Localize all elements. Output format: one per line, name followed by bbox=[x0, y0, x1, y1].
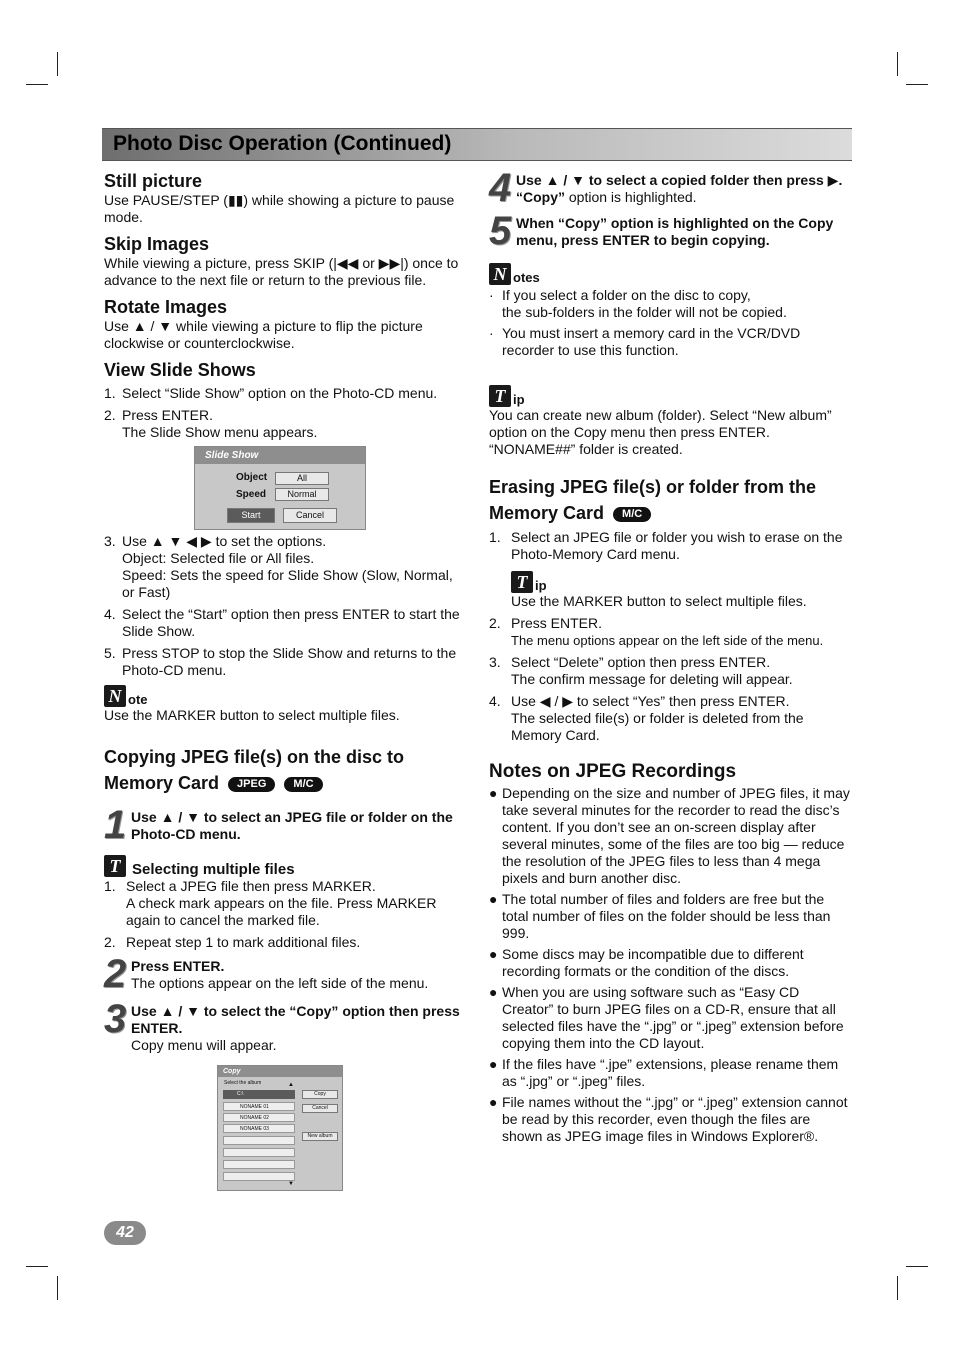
heading-erasing: Erasing JPEG file(s) or folder from the Memory Card M/C bbox=[489, 477, 817, 523]
osd-speed-label: Speed bbox=[236, 489, 267, 500]
list-item: ● The total number of files and folders are free but the total number of files on the folder should be less than 999. bbox=[489, 891, 831, 941]
slide-show-steps-a bbox=[104, 385, 469, 441]
jpeg-badge: JPEG bbox=[228, 777, 275, 792]
tip-header bbox=[489, 385, 853, 407]
list-item: 2. Press ENTER. The Slide Show menu appears. bbox=[104, 407, 318, 440]
crop-mark bbox=[26, 1266, 48, 1267]
erasing-tip bbox=[489, 571, 853, 610]
erasing-steps-more bbox=[489, 615, 853, 744]
rotate-images-section bbox=[104, 296, 469, 352]
jpeg-notes-list bbox=[489, 785, 853, 1145]
copy-menu-screen bbox=[217, 1065, 343, 1191]
tip-label: Selecting multiple files bbox=[132, 861, 295, 878]
notes-icon: N bbox=[489, 263, 511, 285]
cancel-button[interactable]: Cancel bbox=[302, 1104, 338, 1113]
copying-section bbox=[104, 744, 469, 1191]
list-item: 1. Select a JPEG file then press MARKER. A check mark appears on the file. Press MARKER again to cancel the marked file. bbox=[104, 878, 437, 928]
list-item: ● If the files have “.jpe” extensions, please rename them as “.jpg” or “.jpeg” files. bbox=[489, 1056, 839, 1089]
osd-row-empty bbox=[223, 1136, 295, 1145]
crop-mark bbox=[897, 1276, 898, 1300]
note-text: Use the MARKER button to select multiple files. bbox=[104, 707, 400, 723]
skip-images-section bbox=[104, 233, 469, 289]
slide-show-menu-screen bbox=[194, 446, 366, 530]
mc-badge: M/C bbox=[284, 777, 322, 792]
notes-label: otes bbox=[513, 270, 540, 285]
heading-rotate-images: Rotate Images bbox=[104, 297, 228, 317]
tip-icon: T bbox=[511, 571, 533, 593]
tip-header bbox=[511, 571, 853, 593]
copy-step-3: 3 Use ▲ / ▼ to select the “Copy” option then press ENTER. Copy menu will appear. bbox=[104, 997, 460, 1053]
skip-images-text: While viewing a picture, press SKIP (|◀◀ or ▶▶|) once to advance to the next file or return to the previous file. bbox=[104, 255, 459, 288]
copy-step-1: 1 Use ▲ / ▼ to select an JPEG file or folder on the Photo-CD menu. bbox=[104, 803, 453, 847]
tip-text: Use the MARKER button to select multiple files. bbox=[511, 593, 807, 609]
heading-skip-images: Skip Images bbox=[104, 234, 210, 254]
new-album-button[interactable]: New album bbox=[302, 1132, 338, 1141]
list-item: ● When you are using software such as “Easy CD Creator” to burn JPEG files on a CD-R, ensure that all selected files have the “.jpg” or “.jpeg” extension before copying them into the CD layout. bbox=[489, 984, 844, 1051]
copy-button[interactable]: Copy bbox=[302, 1090, 338, 1099]
notes-header bbox=[489, 263, 853, 285]
list-item: 1. Select “Slide Show” option on the Photo-CD menu. bbox=[104, 385, 438, 401]
step-number: 4 bbox=[489, 166, 510, 210]
left-column bbox=[104, 170, 469, 1191]
osd-header: Slide Show bbox=[195, 447, 365, 464]
step-number: 5 bbox=[489, 209, 510, 253]
crop-mark bbox=[26, 84, 48, 85]
list-item: 1. Select an JPEG file or folder you wish to erase on the Photo-Memory Card menu. bbox=[489, 529, 843, 562]
list-item: 3. Use ▲ ▼ ◀ ▶ to set the options. Object: Selected file or All files. Speed: Sets the speed for Slide Show (Slow, Normal, or Fast) bbox=[104, 533, 453, 600]
step-number: 1 bbox=[104, 803, 125, 847]
list-item: 2. Press ENTER. The menu options appear on the left side of the menu. bbox=[489, 615, 824, 648]
list-item: 5. Press STOP to stop the Slide Show and returns to the Photo-CD menu. bbox=[104, 645, 457, 678]
erasing-section bbox=[489, 474, 853, 744]
crop-mark bbox=[897, 52, 898, 76]
copy-step-2: 2 Press ENTER. The options appear on the left side of the menu. bbox=[104, 952, 429, 996]
osd-select-label: Select the album bbox=[224, 1080, 262, 1086]
tip-label: ip bbox=[535, 578, 547, 593]
osd-row[interactable]: NONAME 01 bbox=[223, 1102, 295, 1111]
page-title: Photo Disc Operation (Continued) bbox=[113, 132, 452, 155]
crop-mark bbox=[57, 1276, 58, 1300]
list-item: · If you select a folder on the disc to copy, the sub-folders in the folder will not be copied. bbox=[489, 287, 787, 320]
slide-show-section bbox=[104, 359, 469, 724]
scroll-up-icon[interactable]: ▲ bbox=[288, 1082, 294, 1088]
list-item: 2. Repeat step 1 to mark additional files. bbox=[104, 934, 361, 950]
start-button[interactable]: Start bbox=[227, 508, 275, 523]
still-picture-section bbox=[104, 170, 469, 226]
erasing-steps bbox=[489, 529, 853, 563]
copy-step-5: 5 When “Copy” option is highlighted on the Copy menu, press ENTER to begin copying. bbox=[489, 209, 834, 253]
slide-show-steps-b bbox=[104, 533, 469, 679]
step-number: 3 bbox=[104, 997, 125, 1041]
tip-label: ip bbox=[513, 392, 525, 407]
jpeg-notes-section bbox=[489, 761, 853, 1145]
page-number: 42 bbox=[104, 1221, 146, 1245]
osd-row[interactable]: C:\ bbox=[223, 1090, 295, 1099]
scroll-down-icon[interactable]: ▼ bbox=[288, 1181, 294, 1187]
osd-row[interactable]: NONAME 03 bbox=[223, 1124, 295, 1133]
tip-icon: T bbox=[104, 855, 126, 877]
mc-badge: M/C bbox=[613, 507, 651, 522]
copy-step-4: 4 Use ▲ / ▼ to select a copied folder then press ▶. “Copy” option is highlighted. bbox=[489, 172, 853, 206]
note-label: ote bbox=[128, 692, 148, 707]
heading-notes-on-jpeg: Notes on JPEG Recordings bbox=[489, 761, 737, 782]
osd-row-empty bbox=[223, 1160, 295, 1169]
right-column bbox=[489, 166, 853, 1149]
object-value-field[interactable]: All bbox=[275, 472, 329, 485]
osd-row[interactable]: NONAME 02 bbox=[223, 1113, 295, 1122]
speed-value-field[interactable]: Normal bbox=[275, 488, 329, 501]
tip-steps bbox=[104, 878, 469, 951]
tip-header bbox=[104, 855, 469, 877]
note-icon: N bbox=[104, 685, 126, 707]
step-number: 2 bbox=[104, 952, 125, 996]
heading-still-picture: Still picture bbox=[104, 171, 203, 191]
crop-mark bbox=[906, 84, 928, 85]
list-item: 4. Select the “Start” option then press ENTER to start the Slide Show. bbox=[104, 606, 460, 639]
list-item: ● Some discs may be incompatible due to different recording formats or the condition of the discs. bbox=[489, 946, 804, 979]
osd-row-empty bbox=[223, 1148, 295, 1157]
tip-text: You can create new album (folder). Select “New album” option on the Copy menu then press ENTER. “NONAME##” folder is created. bbox=[489, 407, 832, 457]
rotate-images-text: Use ▲ / ▼ while viewing a picture to flip the picture clockwise or counterclockwise. bbox=[104, 318, 423, 351]
crop-mark bbox=[906, 1266, 928, 1267]
osd-header: Copy bbox=[218, 1066, 342, 1077]
list-item: ● File names without the “.jpg” or “.jpeg” extension cannot be read by this recorder, even though the files are shown as JPEG image files in Windows Explorer®. bbox=[489, 1094, 848, 1144]
heading-copying: Copying JPEG file(s) on the disc to Memory Card JPEG M/C bbox=[104, 747, 405, 793]
note-header bbox=[104, 685, 469, 707]
step4-detail: “Copy” option is highlighted. bbox=[516, 189, 697, 205]
osd-object-label: Object bbox=[236, 472, 268, 483]
section-title-bar bbox=[102, 128, 852, 161]
still-picture-text: Use PAUSE/STEP (▮▮) while showing a picture to pause mode. bbox=[104, 192, 455, 225]
tip-icon: T bbox=[489, 385, 511, 407]
list-item: 3. Select “Delete” option then press ENTER. The confirm message for deleting will appear. bbox=[489, 654, 793, 687]
cancel-button[interactable]: Cancel bbox=[283, 508, 337, 523]
crop-mark bbox=[57, 52, 58, 76]
list-item: ● Depending on the size and number of JPEG files, it may take several minutes for the recorder to read the disc’s content. If you don’t see an on-screen display after several minutes, some of the files are too big — reduce the resolution of the JPEG files to less than 4 mega pixels and burn another disc. bbox=[489, 785, 850, 886]
list-item: · You must insert a memory card in the VCR/DVD recorder to use this function. bbox=[489, 325, 801, 358]
notes-list bbox=[489, 287, 853, 359]
osd-row-empty bbox=[223, 1172, 295, 1181]
list-item: 4. Use ◀ / ▶ to select “Yes” then press ENTER. The selected file(s) or folder is deleted from the Memory Card. bbox=[489, 693, 804, 743]
heading-view-slide-shows: View Slide Shows bbox=[104, 360, 256, 380]
